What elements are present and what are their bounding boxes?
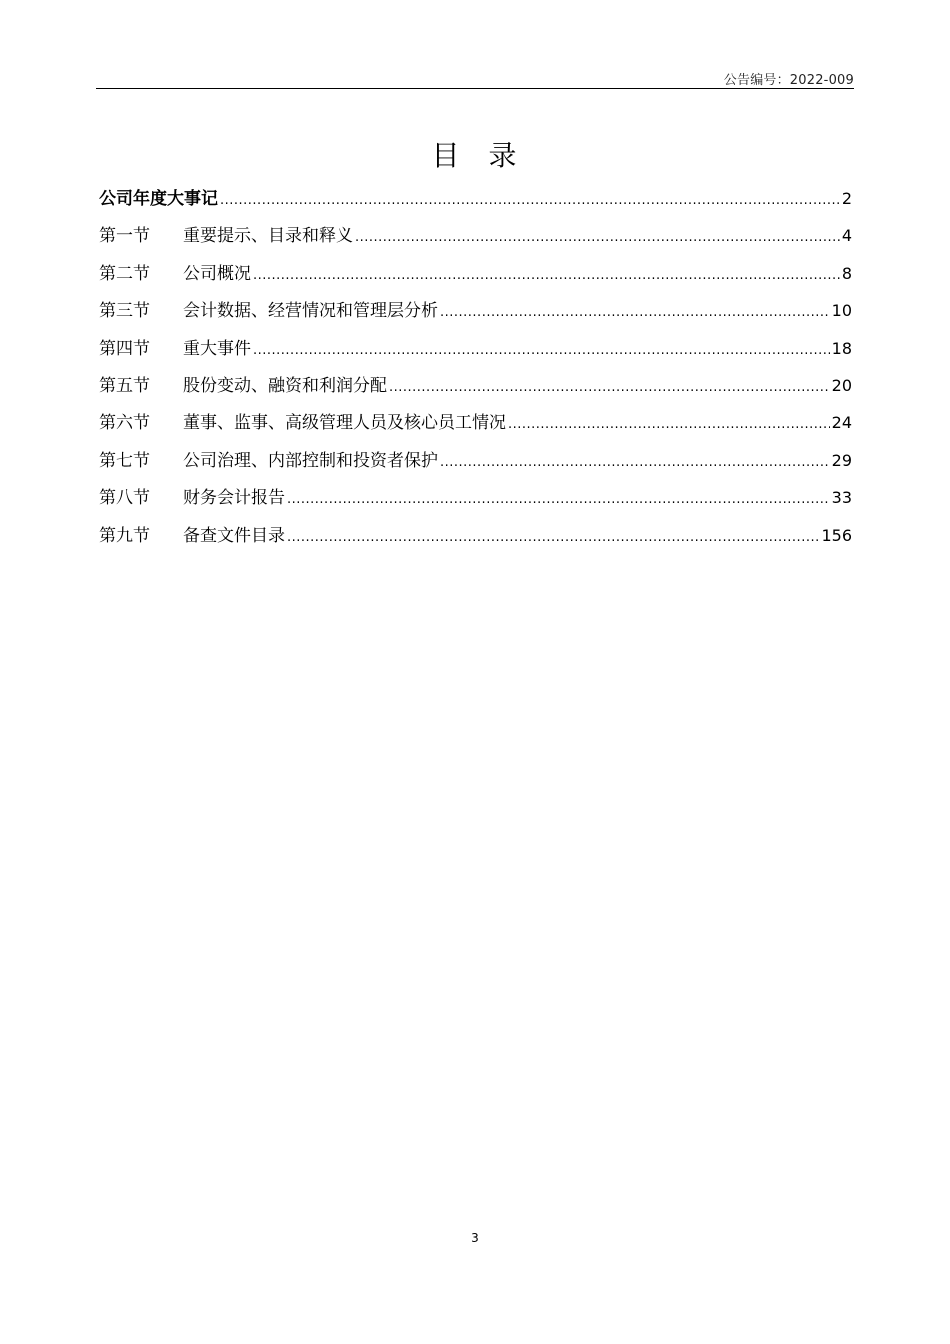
toc-entry-page: 8: [841, 263, 852, 283]
toc-entry-label: 公司治理、内部控制和投资者保护: [183, 450, 438, 471]
toc-entry-section-4[interactable]: [99, 336, 852, 373]
toc-entry-number: 第五节: [99, 375, 150, 396]
toc-entry-number: 第八节: [99, 488, 150, 509]
toc-leader-dots: [253, 338, 830, 364]
toc-leader-dots: [508, 412, 830, 438]
toc-leader-dots: [287, 525, 819, 551]
announcement-number: 公告编号：2022-009: [723, 73, 854, 88]
toc-title: 目 录: [431, 139, 527, 172]
toc-entry-number: 第四节: [99, 338, 150, 359]
toc-entry-page: 33: [831, 488, 852, 508]
toc-entry-label: 重大事件: [183, 338, 251, 359]
toc-entry-page: 24: [831, 413, 852, 433]
toc-leader-dots: [287, 487, 830, 513]
toc-entry-label: 董事、监事、高级管理人员及核心员工情况: [183, 413, 506, 434]
toc-leader-dots: [440, 450, 830, 476]
toc-entry-section-8[interactable]: [99, 485, 852, 522]
toc-entry-number: 第二节: [99, 263, 150, 284]
toc-entry-section-5[interactable]: [99, 373, 852, 410]
toc-entry-label: 公司概况: [183, 263, 251, 284]
toc-entry-number: 第九节: [99, 525, 150, 546]
toc-entry-label: 重要提示、目录和释义: [183, 226, 353, 247]
toc-entry-section-3[interactable]: [99, 298, 852, 335]
toc-entry-page: 4: [841, 226, 852, 246]
toc-entry-page: 10: [831, 301, 852, 321]
toc-entry-page: 20: [831, 375, 852, 395]
toc-leader-dots: [220, 188, 840, 214]
toc-entry-label: 备查文件目录: [183, 525, 285, 546]
toc-leader-dots: [355, 225, 840, 251]
page-number: 3: [471, 1231, 479, 1245]
table-of-contents: [99, 186, 852, 560]
toc-entry-page: 18: [831, 338, 852, 358]
toc-entry-label: 会计数据、经营情况和管理层分析: [183, 301, 438, 322]
toc-entry-label: 股份变动、融资和利润分配: [183, 375, 387, 396]
toc-entry-page: 2: [841, 189, 852, 208]
toc-entry-number: 第六节: [99, 413, 150, 434]
toc-leader-dots: [389, 375, 830, 401]
toc-entry-page: 156: [821, 525, 852, 545]
toc-leader-dots: [440, 300, 830, 326]
toc-leader-dots: [253, 263, 840, 289]
toc-entry-number: 第七节: [99, 450, 150, 471]
header-rule: [96, 88, 854, 89]
toc-entry-label: 财务会计报告: [183, 488, 285, 509]
toc-entry-section-1[interactable]: [99, 223, 852, 260]
toc-entry-label: 公司年度大事记: [99, 189, 218, 209]
toc-entry-section-9[interactable]: [99, 523, 852, 560]
toc-entry-number: 第一节: [99, 226, 150, 247]
toc-entry-section-2[interactable]: [99, 261, 852, 298]
toc-entry-milestones[interactable]: [99, 186, 852, 223]
toc-entry-section-6[interactable]: [99, 410, 852, 447]
toc-entry-page: 29: [831, 450, 852, 470]
toc-entry-section-7[interactable]: [99, 448, 852, 485]
toc-entry-number: 第三节: [99, 301, 150, 322]
